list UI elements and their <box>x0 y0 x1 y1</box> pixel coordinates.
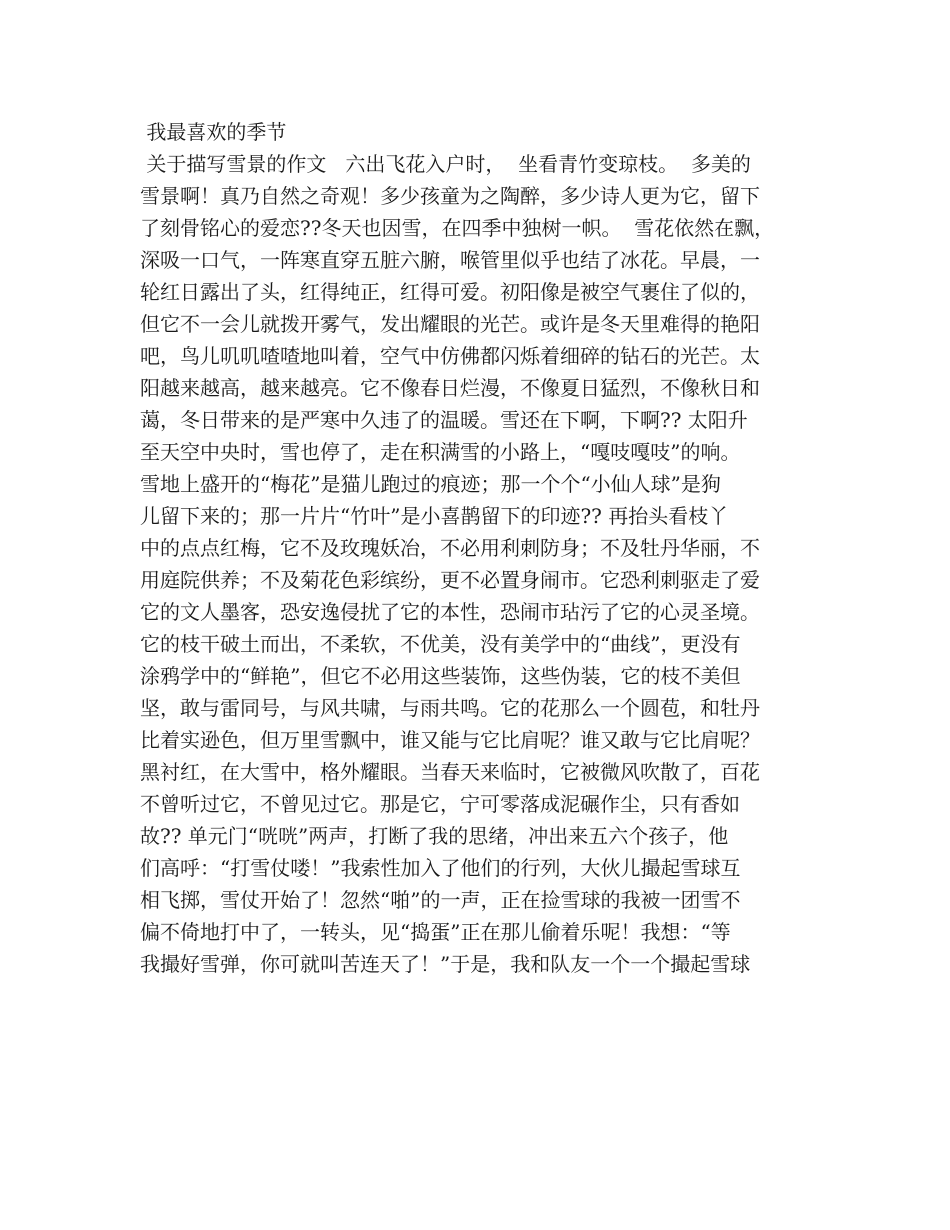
text-line: 中的点点红梅，它不及玫瑰妖冶，不必用利刺防身；不及牡丹华丽，不 <box>140 536 760 560</box>
text-line: 雪地上盛开的“梅花”是猫儿跑过的痕迹；那一个个“小仙人球”是狗 <box>140 472 721 496</box>
text-line: 阳越来越高，越来越亮。它不像春日烂漫，不像夏日猛烈，不像秋日和 <box>140 376 760 400</box>
text-line: 蔼，冬日带来的是严寒中久违了的温暖。雪还在下啊，下啊?? 太阳升 <box>140 408 748 432</box>
text-line: 不曾听过它，不曾见过它。那是它，宁可零落成泥碾作尘，只有香如 <box>140 792 740 816</box>
text-line: 它的文人墨客，恐安逸侵扰了它的本性，恐闹市玷污了它的心灵圣境。 <box>140 600 760 624</box>
text-line: 儿留下来的；那一片片“竹叶”是小喜鹊留下的印迹?? 再抬头看枝丫 <box>140 504 729 528</box>
text-line: 偏不倚地打中了，一转头，见“捣蛋”正在那儿偷着乐呢！我想：“等 <box>140 920 731 944</box>
essay-title: 我最喜欢的季节 <box>140 120 287 144</box>
text-line: 轮红日露出了头，红得纯正，红得可爱。初阳像是被空气裹住了似的， <box>140 280 760 304</box>
text-line: 吧，鸟儿叽叽喳喳地叫着，空气中仿佛都闪烁着细碎的钻石的光芒。太 <box>140 344 760 368</box>
text-line: 我撮好雪弹，你可就叫苦连天了！”于是，我和队友一个一个撮起雪球 <box>140 952 751 976</box>
text-line: 至天空中央时，雪也停了，走在积满雪的小路上，“嘎吱嘎吱”的响。 <box>140 440 741 464</box>
text-line: 相飞掷，雪仗开始了！忽然“啪”的一声，正在捡雪球的我被一团雪不 <box>140 888 741 912</box>
text-line: 但它不一会儿就拨开雾气，发出耀眼的光芒。或许是冬天里难得的艳阳 <box>140 312 760 336</box>
text-line: 们高呼：“打雪仗喽！”我索性加入了他们的行列，大伙儿撮起雪球互 <box>140 856 741 880</box>
text-line: 用庭院供养；不及菊花色彩缤纷，更不必置身闹市。它恐利刺驱走了爱 <box>140 568 760 592</box>
text-line: 了刻骨铭心的爱恋??冬天也因雪，在四季中独树一帜。 雪花依然在飘， <box>140 216 775 240</box>
text-line: 黑衬红，在大雪中，格外耀眼。当春天来临时，它被微风吹散了，百花 <box>140 760 760 784</box>
text-line: 故?? 单元门“咣咣”两声，打断了我的思绪，冲出来五六个孩子，他 <box>140 824 729 848</box>
text-line: 雪景啊！真乃自然之奇观！多少孩童为之陶醉，多少诗人更为它，留下 <box>140 184 760 208</box>
text-line: 涂鸦学中的“鲜艳”，但它不必用这些装饰，这些伪装，它的枝不美但 <box>140 664 741 688</box>
essay-text <box>140 116 830 980</box>
text-line: 坚，敢与雷同号，与风共啸，与雨共鸣。它的花那么一个圆苞，和牡丹 <box>140 696 760 720</box>
text-line: 深吸一口气，一阵寒直穿五脏六腑，喉管里似乎也结了冰花。早晨，一 <box>140 248 760 272</box>
text-line: 比着实逊色，但万里雪飘中，谁又能与它比肩呢？谁又敢与它比肩呢？ <box>140 728 760 752</box>
text-line: 它的枝干破土而出，不柔软，不优美，没有美学中的“曲线”，更没有 <box>140 632 741 656</box>
text-line: 关于描写雪景的作文 六出飞花入户时， 坐看青竹变琼枝。 多美的 <box>140 152 751 176</box>
